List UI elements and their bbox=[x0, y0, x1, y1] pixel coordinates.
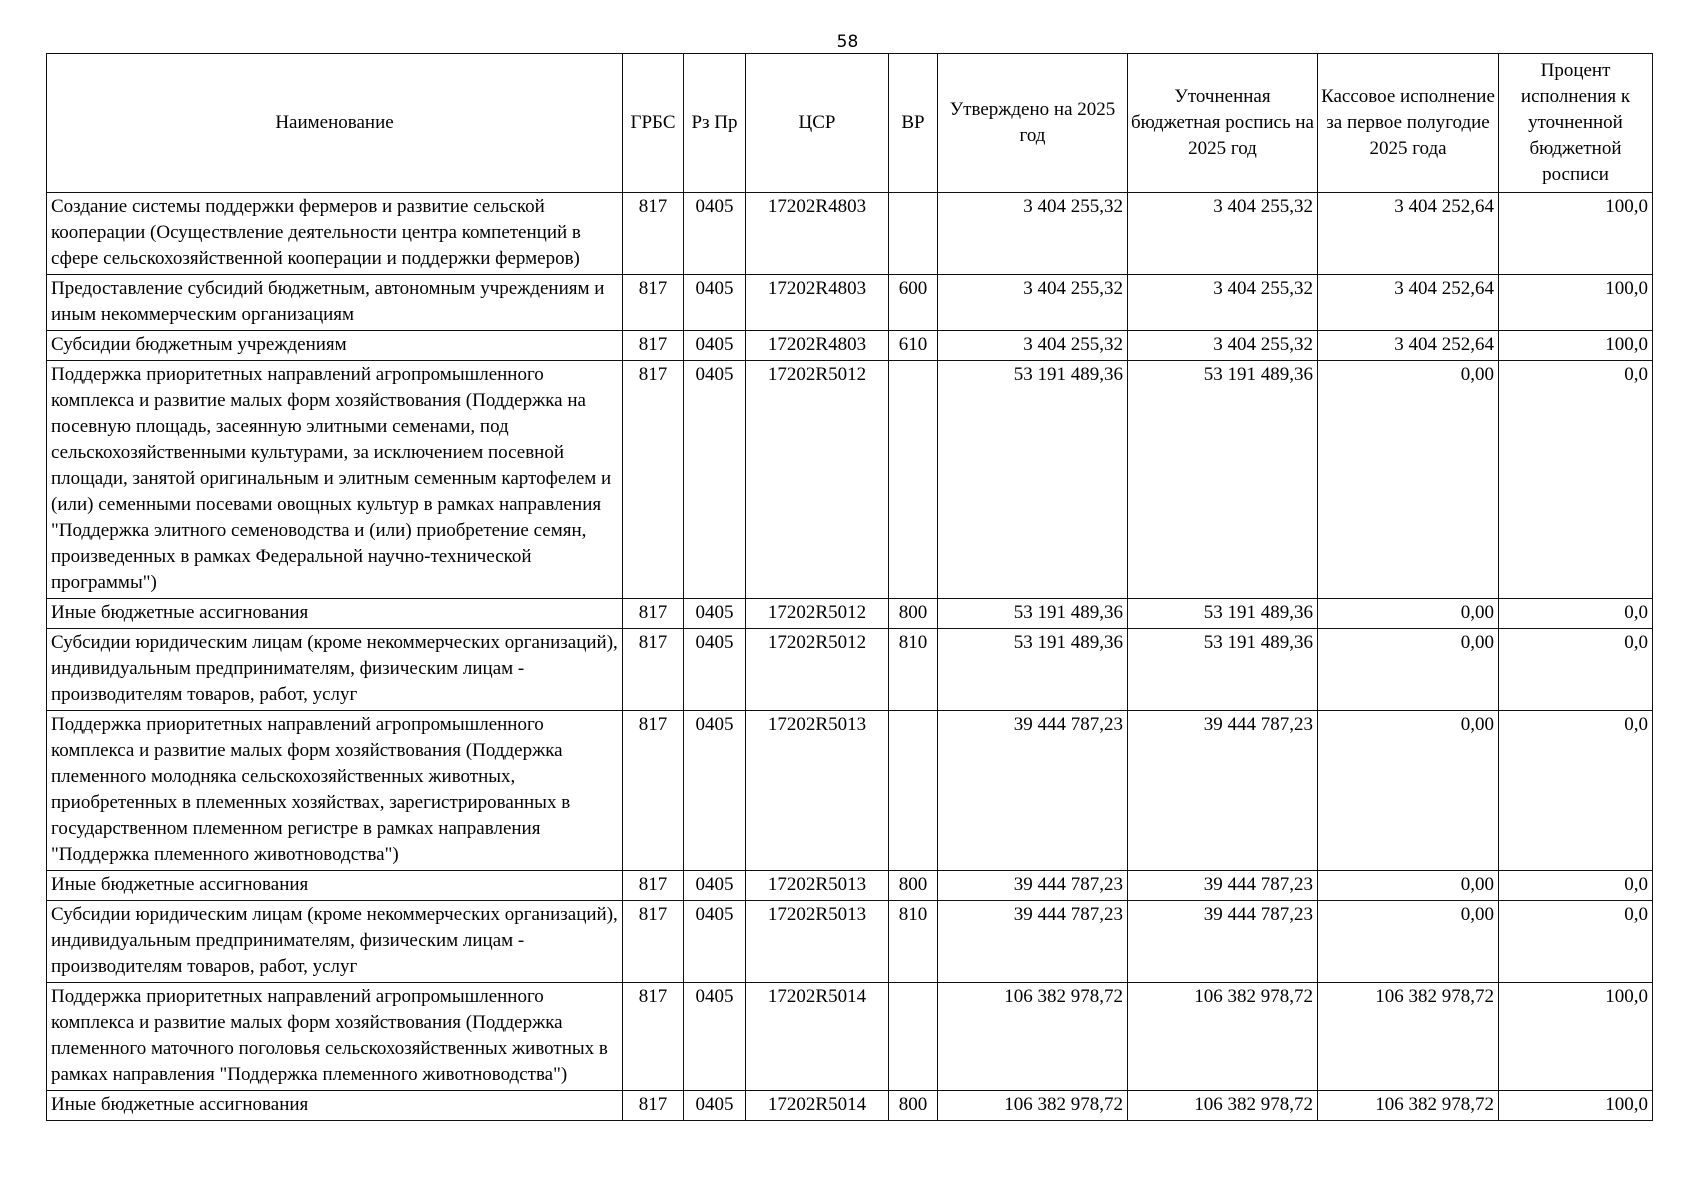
cell-rzpr: 0405 bbox=[684, 1091, 746, 1121]
cell-vr bbox=[889, 361, 938, 599]
cell-grbs: 817 bbox=[623, 901, 684, 983]
header-name: Наименование bbox=[47, 54, 623, 193]
cell-cash: 106 382 978,72 bbox=[1318, 983, 1499, 1091]
cell-rzpr: 0405 bbox=[684, 361, 746, 599]
header-rzpr: Рз Пр bbox=[684, 54, 746, 193]
table-row bbox=[47, 193, 1653, 275]
header-vr: ВР bbox=[889, 54, 938, 193]
cell-cash: 3 404 252,64 bbox=[1318, 193, 1499, 275]
cell-csr: 17202R5013 bbox=[746, 871, 889, 901]
cell-rzpr: 0405 bbox=[684, 901, 746, 983]
cell-refined: 53 191 489,36 bbox=[1128, 599, 1318, 629]
cell-percent: 0,0 bbox=[1499, 901, 1653, 983]
cell-cash: 106 382 978,72 bbox=[1318, 1091, 1499, 1121]
cell-grbs: 817 bbox=[623, 983, 684, 1091]
cell-csr: 17202R5013 bbox=[746, 901, 889, 983]
cell-vr: 810 bbox=[889, 901, 938, 983]
budget-table bbox=[46, 53, 1653, 1121]
cell-name: Поддержка приоритетных направлений агропромышленного комплекса и развитие малых форм хозяйствования (Поддержка племенного молодняка сельскохозяйственных животных, приобретенных в племенных хозяйствах, зарегистрированных в государственном племенном регистре в рамках направления "Поддержка племенного животноводства") bbox=[47, 711, 623, 871]
cell-refined: 39 444 787,23 bbox=[1128, 711, 1318, 871]
cell-cash: 0,00 bbox=[1318, 599, 1499, 629]
cell-csr: 17202R4803 bbox=[746, 275, 889, 331]
cell-refined: 39 444 787,23 bbox=[1128, 871, 1318, 901]
cell-name: Субсидии юридическим лицам (кроме некоммерческих организаций), индивидуальным предпринимателям, физическим лицам - производителям товаров, работ, услуг bbox=[47, 629, 623, 711]
cell-name: Предоставление субсидий бюджетным, автономным учреждениям и иным некоммерческим организациям bbox=[47, 275, 623, 331]
cell-vr bbox=[889, 193, 938, 275]
cell-vr bbox=[889, 711, 938, 871]
table-row bbox=[47, 331, 1653, 361]
cell-refined: 106 382 978,72 bbox=[1128, 983, 1318, 1091]
cell-name: Субсидии бюджетным учреждениям bbox=[47, 331, 623, 361]
cell-rzpr: 0405 bbox=[684, 871, 746, 901]
table-row bbox=[47, 629, 1653, 711]
cell-vr: 800 bbox=[889, 871, 938, 901]
cell-vr: 800 bbox=[889, 599, 938, 629]
cell-refined: 39 444 787,23 bbox=[1128, 901, 1318, 983]
cell-rzpr: 0405 bbox=[684, 599, 746, 629]
cell-approved: 39 444 787,23 bbox=[938, 901, 1128, 983]
header-percent: Процент исполнения к уточненной бюджетной росписи bbox=[1499, 54, 1653, 193]
cell-approved: 106 382 978,72 bbox=[938, 983, 1128, 1091]
cell-name: Субсидии юридическим лицам (кроме некоммерческих организаций), индивидуальным предпринимателям, физическим лицам - производителям товаров, работ, услуг bbox=[47, 901, 623, 983]
cell-cash: 3 404 252,64 bbox=[1318, 331, 1499, 361]
cell-cash: 0,00 bbox=[1318, 901, 1499, 983]
table-header-row bbox=[47, 54, 1653, 193]
header-csr: ЦСР bbox=[746, 54, 889, 193]
header-refined: Уточненная бюджетная роспись на 2025 год bbox=[1128, 54, 1318, 193]
cell-name: Иные бюджетные ассигнования bbox=[47, 599, 623, 629]
cell-percent: 100,0 bbox=[1499, 275, 1653, 331]
cell-rzpr: 0405 bbox=[684, 275, 746, 331]
cell-approved: 39 444 787,23 bbox=[938, 711, 1128, 871]
cell-approved: 53 191 489,36 bbox=[938, 629, 1128, 711]
cell-grbs: 817 bbox=[623, 193, 684, 275]
cell-name: Поддержка приоритетных направлений агропромышленного комплекса и развитие малых форм хозяйствования (Поддержка на посевную площадь, засеянную элитными семенами, под сельскохозяйственными культурами, за исключением посевной площади, занятой оригинальным и элитным семенным картофелем и (или) семенными посевами овощных культур в рамках направления "Поддержка элитного семеноводства и (или) приобретение семян, произведенных в рамках Федеральной научно-технической программы") bbox=[47, 361, 623, 599]
cell-vr: 810 bbox=[889, 629, 938, 711]
cell-approved: 53 191 489,36 bbox=[938, 361, 1128, 599]
cell-vr: 600 bbox=[889, 275, 938, 331]
cell-grbs: 817 bbox=[623, 331, 684, 361]
cell-refined: 106 382 978,72 bbox=[1128, 1091, 1318, 1121]
cell-rzpr: 0405 bbox=[684, 629, 746, 711]
cell-approved: 3 404 255,32 bbox=[938, 193, 1128, 275]
header-approved: Утверждено на 2025 год bbox=[938, 54, 1128, 193]
cell-percent: 100,0 bbox=[1499, 983, 1653, 1091]
table-body bbox=[47, 193, 1653, 1121]
cell-name: Иные бюджетные ассигнования bbox=[47, 1091, 623, 1121]
cell-approved: 106 382 978,72 bbox=[938, 1091, 1128, 1121]
cell-vr: 800 bbox=[889, 1091, 938, 1121]
cell-name: Создание системы поддержки фермеров и развитие сельской кооперации (Осуществление деятельности центра компетенций в сфере сельскохозяйственной кооперации и поддержки фермеров) bbox=[47, 193, 623, 275]
cell-grbs: 817 bbox=[623, 629, 684, 711]
table-row bbox=[47, 983, 1653, 1091]
cell-percent: 0,0 bbox=[1499, 871, 1653, 901]
cell-refined: 53 191 489,36 bbox=[1128, 361, 1318, 599]
table-row bbox=[47, 871, 1653, 901]
cell-csr: 17202R4803 bbox=[746, 331, 889, 361]
cell-name: Поддержка приоритетных направлений агропромышленного комплекса и развитие малых форм хозяйствования (Поддержка племенного маточного поголовья сельскохозяйственных животных в рамках направления "Поддержка племенного животноводства") bbox=[47, 983, 623, 1091]
cell-cash: 3 404 252,64 bbox=[1318, 275, 1499, 331]
cell-rzpr: 0405 bbox=[684, 711, 746, 871]
cell-percent: 100,0 bbox=[1499, 331, 1653, 361]
table-row bbox=[47, 275, 1653, 331]
cell-approved: 3 404 255,32 bbox=[938, 275, 1128, 331]
cell-vr: 610 bbox=[889, 331, 938, 361]
page-number: 58 bbox=[836, 32, 859, 52]
cell-refined: 3 404 255,32 bbox=[1128, 331, 1318, 361]
cell-percent: 0,0 bbox=[1499, 711, 1653, 871]
cell-vr bbox=[889, 983, 938, 1091]
cell-cash: 0,00 bbox=[1318, 361, 1499, 599]
cell-grbs: 817 bbox=[623, 1091, 684, 1121]
cell-cash: 0,00 bbox=[1318, 629, 1499, 711]
cell-csr: 17202R5012 bbox=[746, 629, 889, 711]
cell-percent: 100,0 bbox=[1499, 1091, 1653, 1121]
cell-percent: 0,0 bbox=[1499, 361, 1653, 599]
cell-approved: 53 191 489,36 bbox=[938, 599, 1128, 629]
cell-cash: 0,00 bbox=[1318, 871, 1499, 901]
header-cash: Кассовое исполнение за первое полугодие 2025 года bbox=[1318, 54, 1499, 193]
cell-csr: 17202R5013 bbox=[746, 711, 889, 871]
table-row bbox=[47, 711, 1653, 871]
cell-grbs: 817 bbox=[623, 711, 684, 871]
cell-grbs: 817 bbox=[623, 599, 684, 629]
cell-cash: 0,00 bbox=[1318, 711, 1499, 871]
cell-approved: 39 444 787,23 bbox=[938, 871, 1128, 901]
cell-csr: 17202R5012 bbox=[746, 361, 889, 599]
cell-csr: 17202R5014 bbox=[746, 1091, 889, 1121]
cell-rzpr: 0405 bbox=[684, 983, 746, 1091]
cell-refined: 3 404 255,32 bbox=[1128, 275, 1318, 331]
cell-csr: 17202R5014 bbox=[746, 983, 889, 1091]
cell-percent: 100,0 bbox=[1499, 193, 1653, 275]
cell-csr: 17202R5012 bbox=[746, 599, 889, 629]
cell-name: Иные бюджетные ассигнования bbox=[47, 871, 623, 901]
cell-rzpr: 0405 bbox=[684, 193, 746, 275]
cell-csr: 17202R4803 bbox=[746, 193, 889, 275]
table-row bbox=[47, 599, 1653, 629]
table-row bbox=[47, 901, 1653, 983]
cell-percent: 0,0 bbox=[1499, 599, 1653, 629]
table-row bbox=[47, 1091, 1653, 1121]
cell-percent: 0,0 bbox=[1499, 629, 1653, 711]
cell-grbs: 817 bbox=[623, 361, 684, 599]
cell-approved: 3 404 255,32 bbox=[938, 331, 1128, 361]
cell-refined: 53 191 489,36 bbox=[1128, 629, 1318, 711]
table-row bbox=[47, 361, 1653, 599]
cell-grbs: 817 bbox=[623, 871, 684, 901]
header-grbs: ГРБС bbox=[623, 54, 684, 193]
cell-rzpr: 0405 bbox=[684, 331, 746, 361]
cell-refined: 3 404 255,32 bbox=[1128, 193, 1318, 275]
cell-grbs: 817 bbox=[623, 275, 684, 331]
